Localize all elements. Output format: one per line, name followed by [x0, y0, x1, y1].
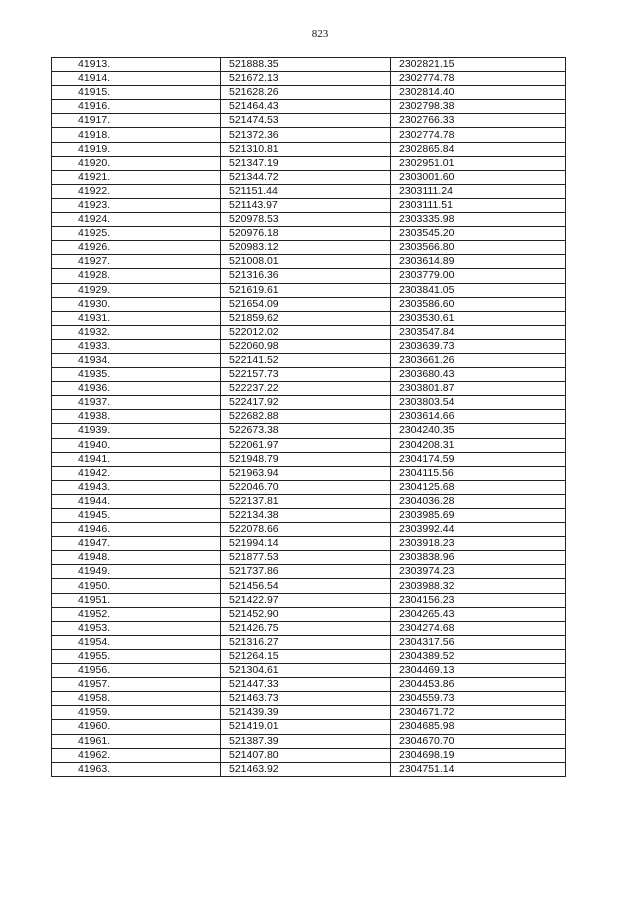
y-coordinate-cell: 2304274.68 — [391, 621, 566, 635]
point-number-cell: 41951. — [52, 593, 221, 607]
x-coordinate-cell: 521304.61 — [221, 664, 391, 678]
x-coordinate-cell: 521372.36 — [221, 128, 391, 142]
point-number-cell: 41926. — [52, 241, 221, 255]
table-row — [52, 466, 566, 480]
table-row — [52, 339, 566, 353]
table-row — [52, 283, 566, 297]
point-number-cell: 41936. — [52, 382, 221, 396]
point-number-cell: 41947. — [52, 537, 221, 551]
table-row — [52, 72, 566, 86]
coordinates-table-body — [52, 58, 566, 777]
point-number-cell: 41935. — [52, 368, 221, 382]
y-coordinate-cell: 2304115.56 — [391, 466, 566, 480]
point-number-cell: 41949. — [52, 565, 221, 579]
table-row — [52, 551, 566, 565]
point-number-cell: 41920. — [52, 156, 221, 170]
y-coordinate-cell: 2303545.20 — [391, 227, 566, 241]
table-row — [52, 537, 566, 551]
table-row — [52, 241, 566, 255]
point-number-cell: 41958. — [52, 692, 221, 706]
x-coordinate-cell: 521419.01 — [221, 720, 391, 734]
y-coordinate-cell: 2303801.87 — [391, 382, 566, 396]
point-number-cell: 41956. — [52, 664, 221, 678]
y-coordinate-cell: 2304698.19 — [391, 748, 566, 762]
table-row — [52, 720, 566, 734]
y-coordinate-cell: 2304240.35 — [391, 424, 566, 438]
y-coordinate-cell: 2303639.73 — [391, 339, 566, 353]
table-row — [52, 128, 566, 142]
x-coordinate-cell: 521474.53 — [221, 114, 391, 128]
y-coordinate-cell: 2304125.68 — [391, 480, 566, 494]
x-coordinate-cell: 522141.52 — [221, 353, 391, 367]
table-row — [52, 748, 566, 762]
y-coordinate-cell: 2304469.13 — [391, 664, 566, 678]
x-coordinate-cell: 521316.27 — [221, 635, 391, 649]
point-number-cell: 41937. — [52, 396, 221, 410]
y-coordinate-cell: 2303992.44 — [391, 523, 566, 537]
point-number-cell: 41950. — [52, 579, 221, 593]
y-coordinate-cell: 2303614.66 — [391, 410, 566, 424]
table-row — [52, 480, 566, 494]
y-coordinate-cell: 2303974.23 — [391, 565, 566, 579]
point-number-cell: 41927. — [52, 255, 221, 269]
point-number-cell: 41962. — [52, 748, 221, 762]
y-coordinate-cell: 2304685.98 — [391, 720, 566, 734]
x-coordinate-cell: 522012.02 — [221, 325, 391, 339]
table-row — [52, 762, 566, 776]
y-coordinate-cell: 2303988.32 — [391, 579, 566, 593]
point-number-cell: 41943. — [52, 480, 221, 494]
y-coordinate-cell: 2303680.43 — [391, 368, 566, 382]
x-coordinate-cell: 521654.09 — [221, 297, 391, 311]
table-row — [52, 579, 566, 593]
table-row — [52, 198, 566, 212]
page-number: 823 — [311, 28, 329, 40]
point-number-cell: 41919. — [52, 142, 221, 156]
x-coordinate-cell: 521447.33 — [221, 678, 391, 692]
y-coordinate-cell: 2303566.80 — [391, 241, 566, 255]
y-coordinate-cell: 2302865.84 — [391, 142, 566, 156]
point-number-cell: 41957. — [52, 678, 221, 692]
point-number-cell: 41960. — [52, 720, 221, 734]
x-coordinate-cell: 521422.97 — [221, 593, 391, 607]
x-coordinate-cell: 521347.19 — [221, 156, 391, 170]
x-coordinate-cell: 522134.38 — [221, 509, 391, 523]
table-row — [52, 621, 566, 635]
x-coordinate-cell: 521859.62 — [221, 311, 391, 325]
x-coordinate-cell: 522237.22 — [221, 382, 391, 396]
y-coordinate-cell: 2303838.96 — [391, 551, 566, 565]
table-row — [52, 255, 566, 269]
table-row — [52, 494, 566, 508]
table-row — [52, 382, 566, 396]
x-coordinate-cell: 521877.53 — [221, 551, 391, 565]
table-row — [52, 438, 566, 452]
y-coordinate-cell: 2303918.23 — [391, 537, 566, 551]
point-number-cell: 41931. — [52, 311, 221, 325]
y-coordinate-cell: 2304317.56 — [391, 635, 566, 649]
point-number-cell: 41925. — [52, 227, 221, 241]
x-coordinate-cell: 522061.97 — [221, 438, 391, 452]
x-coordinate-cell: 521310.81 — [221, 142, 391, 156]
y-coordinate-cell: 2302821.15 — [391, 58, 566, 72]
point-number-cell: 41929. — [52, 283, 221, 297]
x-coordinate-cell: 521387.39 — [221, 734, 391, 748]
y-coordinate-cell: 2303985.69 — [391, 509, 566, 523]
table-row — [52, 734, 566, 748]
x-coordinate-cell: 521143.97 — [221, 198, 391, 212]
x-coordinate-cell: 521737.86 — [221, 565, 391, 579]
x-coordinate-cell: 522682.88 — [221, 410, 391, 424]
table-row — [52, 311, 566, 325]
point-number-cell: 41946. — [52, 523, 221, 537]
y-coordinate-cell: 2304671.72 — [391, 706, 566, 720]
x-coordinate-cell: 522046.70 — [221, 480, 391, 494]
x-coordinate-cell: 521407.80 — [221, 748, 391, 762]
point-number-cell: 41915. — [52, 86, 221, 100]
table-row — [52, 100, 566, 114]
y-coordinate-cell: 2304389.52 — [391, 649, 566, 663]
x-coordinate-cell: 521456.54 — [221, 579, 391, 593]
table-row — [52, 635, 566, 649]
table-row — [52, 184, 566, 198]
point-number-cell: 41934. — [52, 353, 221, 367]
table-row — [52, 213, 566, 227]
point-number-cell: 41932. — [52, 325, 221, 339]
x-coordinate-cell: 520976.18 — [221, 227, 391, 241]
point-number-cell: 41913. — [52, 58, 221, 72]
x-coordinate-cell: 521439.39 — [221, 706, 391, 720]
table-row — [52, 678, 566, 692]
y-coordinate-cell: 2302774.78 — [391, 128, 566, 142]
coordinates-table — [51, 57, 566, 777]
x-coordinate-cell: 521619.61 — [221, 283, 391, 297]
x-coordinate-cell: 521464.43 — [221, 100, 391, 114]
table-row — [52, 692, 566, 706]
table-row — [52, 424, 566, 438]
y-coordinate-cell: 2303614.89 — [391, 255, 566, 269]
point-number-cell: 41959. — [52, 706, 221, 720]
point-number-cell: 41917. — [52, 114, 221, 128]
y-coordinate-cell: 2303111.51 — [391, 198, 566, 212]
x-coordinate-cell: 522137.81 — [221, 494, 391, 508]
y-coordinate-cell: 2303547.84 — [391, 325, 566, 339]
y-coordinate-cell: 2302814.40 — [391, 86, 566, 100]
table-row — [52, 410, 566, 424]
table-row — [52, 593, 566, 607]
x-coordinate-cell: 521948.79 — [221, 452, 391, 466]
point-number-cell: 41938. — [52, 410, 221, 424]
x-coordinate-cell: 521008.01 — [221, 255, 391, 269]
point-number-cell: 41914. — [52, 72, 221, 86]
table-row — [52, 565, 566, 579]
y-coordinate-cell: 2304036.28 — [391, 494, 566, 508]
point-number-cell: 41963. — [52, 762, 221, 776]
point-number-cell: 41942. — [52, 466, 221, 480]
y-coordinate-cell: 2303661.26 — [391, 353, 566, 367]
point-number-cell: 41924. — [52, 213, 221, 227]
table-row — [52, 156, 566, 170]
x-coordinate-cell: 521452.90 — [221, 607, 391, 621]
table-row — [52, 325, 566, 339]
y-coordinate-cell: 2303779.00 — [391, 269, 566, 283]
y-coordinate-cell: 2303586.60 — [391, 297, 566, 311]
x-coordinate-cell: 521463.92 — [221, 762, 391, 776]
table-row — [52, 706, 566, 720]
y-coordinate-cell: 2303803.54 — [391, 396, 566, 410]
point-number-cell: 41930. — [52, 297, 221, 311]
y-coordinate-cell: 2304670.70 — [391, 734, 566, 748]
y-coordinate-cell: 2303111.24 — [391, 184, 566, 198]
table-row — [52, 58, 566, 72]
x-coordinate-cell: 521316.36 — [221, 269, 391, 283]
y-coordinate-cell: 2302774.78 — [391, 72, 566, 86]
table-row — [52, 452, 566, 466]
x-coordinate-cell: 521628.26 — [221, 86, 391, 100]
y-coordinate-cell: 2302951.01 — [391, 156, 566, 170]
table-row — [52, 396, 566, 410]
point-number-cell: 41953. — [52, 621, 221, 635]
table-row — [52, 523, 566, 537]
point-number-cell: 41945. — [52, 509, 221, 523]
y-coordinate-cell: 2302766.33 — [391, 114, 566, 128]
table-row — [52, 170, 566, 184]
x-coordinate-cell: 521151.44 — [221, 184, 391, 198]
x-coordinate-cell: 521888.35 — [221, 58, 391, 72]
point-number-cell: 41923. — [52, 198, 221, 212]
point-number-cell: 41939. — [52, 424, 221, 438]
y-coordinate-cell: 2304265.43 — [391, 607, 566, 621]
y-coordinate-cell: 2304174.59 — [391, 452, 566, 466]
point-number-cell: 41955. — [52, 649, 221, 663]
point-number-cell: 41928. — [52, 269, 221, 283]
table-row — [52, 114, 566, 128]
x-coordinate-cell: 522417.92 — [221, 396, 391, 410]
table-row — [52, 607, 566, 621]
table-row — [52, 86, 566, 100]
y-coordinate-cell: 2303530.61 — [391, 311, 566, 325]
y-coordinate-cell: 2303335.98 — [391, 213, 566, 227]
table-row — [52, 297, 566, 311]
x-coordinate-cell: 520978.53 — [221, 213, 391, 227]
x-coordinate-cell: 521463.73 — [221, 692, 391, 706]
x-coordinate-cell: 522060.98 — [221, 339, 391, 353]
y-coordinate-cell: 2303001.60 — [391, 170, 566, 184]
point-number-cell: 41916. — [52, 100, 221, 114]
x-coordinate-cell: 522157.73 — [221, 368, 391, 382]
point-number-cell: 41941. — [52, 452, 221, 466]
x-coordinate-cell: 522078.66 — [221, 523, 391, 537]
x-coordinate-cell: 521344.72 — [221, 170, 391, 184]
point-number-cell: 41940. — [52, 438, 221, 452]
y-coordinate-cell: 2304751.14 — [391, 762, 566, 776]
table-row — [52, 509, 566, 523]
point-number-cell: 41933. — [52, 339, 221, 353]
table-row — [52, 664, 566, 678]
table-row — [52, 353, 566, 367]
y-coordinate-cell: 2304156.23 — [391, 593, 566, 607]
y-coordinate-cell: 2302798.38 — [391, 100, 566, 114]
table-row — [52, 227, 566, 241]
x-coordinate-cell: 521994.14 — [221, 537, 391, 551]
x-coordinate-cell: 521264.15 — [221, 649, 391, 663]
point-number-cell: 41961. — [52, 734, 221, 748]
point-number-cell: 41918. — [52, 128, 221, 142]
y-coordinate-cell: 2303841.05 — [391, 283, 566, 297]
point-number-cell: 41944. — [52, 494, 221, 508]
y-coordinate-cell: 2304559.73 — [391, 692, 566, 706]
point-number-cell: 41952. — [52, 607, 221, 621]
table-row — [52, 368, 566, 382]
table-row — [52, 649, 566, 663]
table-row — [52, 142, 566, 156]
x-coordinate-cell: 521426.75 — [221, 621, 391, 635]
x-coordinate-cell: 521963.94 — [221, 466, 391, 480]
y-coordinate-cell: 2304208.31 — [391, 438, 566, 452]
point-number-cell: 41922. — [52, 184, 221, 198]
table-row — [52, 269, 566, 283]
x-coordinate-cell: 520983.12 — [221, 241, 391, 255]
point-number-cell: 41921. — [52, 170, 221, 184]
point-number-cell: 41948. — [52, 551, 221, 565]
x-coordinate-cell: 522673.38 — [221, 424, 391, 438]
point-number-cell: 41954. — [52, 635, 221, 649]
x-coordinate-cell: 521672.13 — [221, 72, 391, 86]
y-coordinate-cell: 2304453.86 — [391, 678, 566, 692]
